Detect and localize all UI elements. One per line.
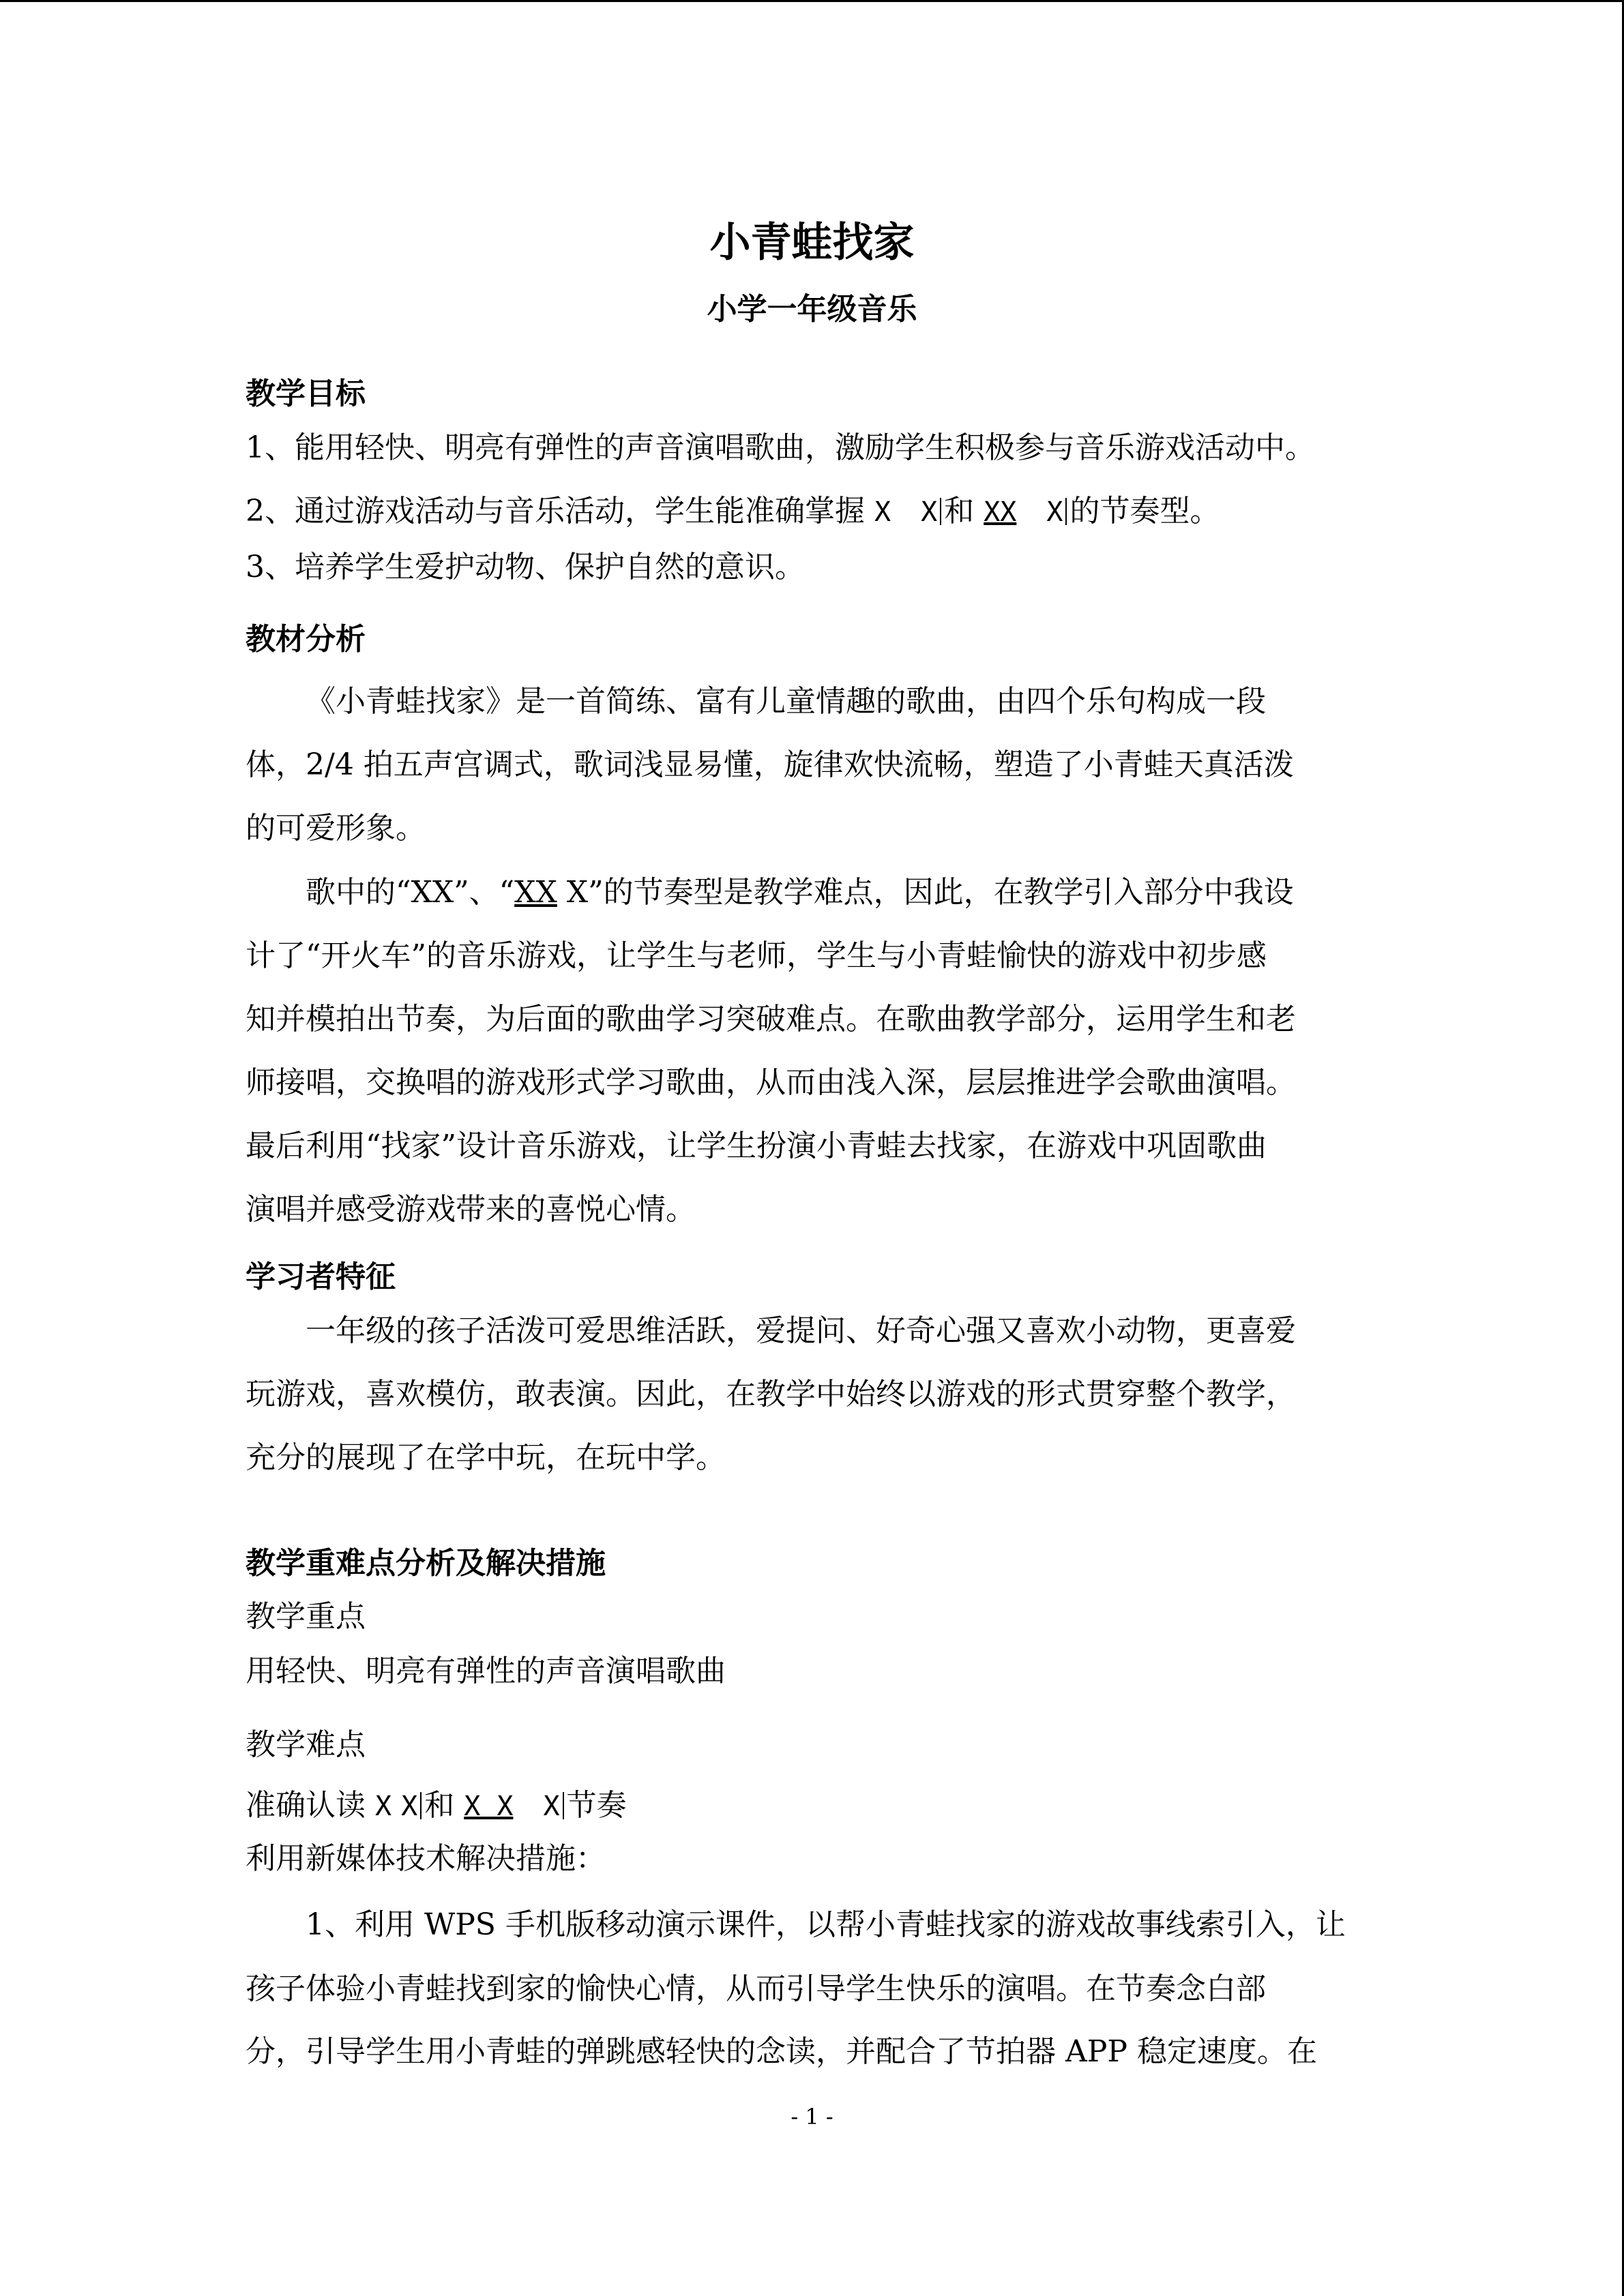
analysis-paragraph-2-line: 最后利用“找家”设计音乐游戏，让学生扮演小青蛙去找家，在游戏中巩固歌曲 (246, 1129, 1267, 1163)
conjunction: 和 (424, 1788, 455, 1823)
goal-item-2-text: 2、通过游戏活动与音乐活动，学生能准确掌握 (246, 494, 865, 528)
conjunction: 和 (944, 494, 975, 528)
analysis-paragraph-2-line: 计了“开火车”的音乐游戏，让学生与老师，学生与小青蛙愉快的游戏中初步感 (246, 938, 1267, 973)
difficulty-suffix: 节奏 (566, 1788, 627, 1823)
barline (420, 1792, 422, 1819)
analysis-paragraph-2-line (306, 867, 1294, 911)
learners-line: 玩游戏，喜欢模仿，敢表演。因此，在教学中始终以游戏的形式贯穿整个教学， (246, 1377, 1296, 1412)
rhythm-note: X (1046, 496, 1063, 528)
rhythm-note-underlined: X X (464, 1791, 514, 1822)
goal-item-1: 1、能用轻快、明亮有弹性的声音演唱歌曲，激励学生积极参与音乐游戏活动中。 (246, 430, 1315, 465)
analysis-heading: 教材分析 (246, 622, 366, 657)
goal-item-2 (246, 486, 1220, 530)
analysis-paragraph-2-line: 知并模拍出节奏，为后面的歌曲学习突破难点。在歌曲教学部分，运用学生和老 (246, 1002, 1296, 1037)
measures-line: 孩子体验小青蛙找到家的愉快心情，从而引导学生快乐的演唱。在节奏念白部 (246, 1971, 1266, 2006)
rhythm-note: X (543, 1791, 560, 1822)
analysis-text: X”的节奏型是教学难点，因此，在教学引入部分中我设 (557, 875, 1294, 910)
keypoints-heading: 教学重难点分析及解决措施 (246, 1546, 606, 1581)
learners-line: 一年级的孩子活泼可爱思维活跃，爱提问、好奇心强又喜欢小动物，更喜爱 (306, 1313, 1296, 1348)
barline (563, 1792, 564, 1819)
rhythm-note: X (375, 1791, 392, 1822)
analysis-paragraph-2-line: 演唱并感受游戏带来的喜悦心情。 (246, 1192, 696, 1227)
focus-label: 教学重点 (246, 1599, 366, 1634)
document-subtitle: 小学一年级音乐 (707, 292, 917, 327)
goal-item-2-suffix: 的节奏型。 (1069, 494, 1220, 528)
barline (1065, 498, 1067, 525)
analysis-paragraph-1-line: 的可爱形象。 (246, 811, 426, 846)
measures-line: 1、利用 WPS 手机版移动演示课件，以帮小青蛙找家的游戏故事线索引入，让 (306, 1907, 1346, 1942)
difficulty-label: 教学难点 (246, 1727, 366, 1762)
rhythm-note-underlined: XX (514, 875, 557, 910)
difficulty-text (246, 1780, 627, 1824)
analysis-paragraph-1-line: 《小青蛙找家》是一首简练、富有儿童情趣的歌曲，由四个乐句构成一段 (306, 684, 1266, 719)
rhythm-note: X (401, 1791, 418, 1822)
measures-line: 分，引导学生用小青蛙的弹跳感轻快的念读，并配合了节拍器 APP 稳定速度。在 (246, 2034, 1317, 2069)
rhythm-note-underlined: XX (984, 496, 1017, 528)
barline (940, 498, 941, 525)
page-number: - 1 - (791, 2104, 833, 2130)
goal-item-3: 3、培养学生爱护动物、保护自然的意识。 (246, 550, 805, 584)
document-title: 小青蛙找家 (709, 219, 915, 267)
difficulty-prefix: 准确认读 (246, 1788, 366, 1823)
learners-heading: 学习者特征 (246, 1259, 396, 1294)
page-border-top (0, 0, 1624, 2)
learners-line: 充分的展现了在学中玩，在玩中学。 (246, 1440, 726, 1475)
analysis-text: 歌中的“XX”、“ (306, 875, 515, 910)
measures-label: 利用新媒体技术解决措施： (246, 1841, 606, 1876)
analysis-paragraph-1-line: 体，2/4 拍五声宫调式，歌词浅显易懂，旋律欢快流畅，塑造了小青蛙天真活泼 (246, 747, 1294, 782)
rhythm-note: X (874, 496, 891, 528)
rhythm-note: X (921, 496, 938, 528)
analysis-paragraph-2-line: 师接唱，交换唱的游戏形式学习歌曲，从而由浅入深，层层推进学会歌曲演唱。 (246, 1065, 1296, 1100)
focus-text: 用轻快、明亮有弹性的声音演唱歌曲 (246, 1654, 726, 1688)
goals-heading: 教学目标 (246, 376, 366, 411)
